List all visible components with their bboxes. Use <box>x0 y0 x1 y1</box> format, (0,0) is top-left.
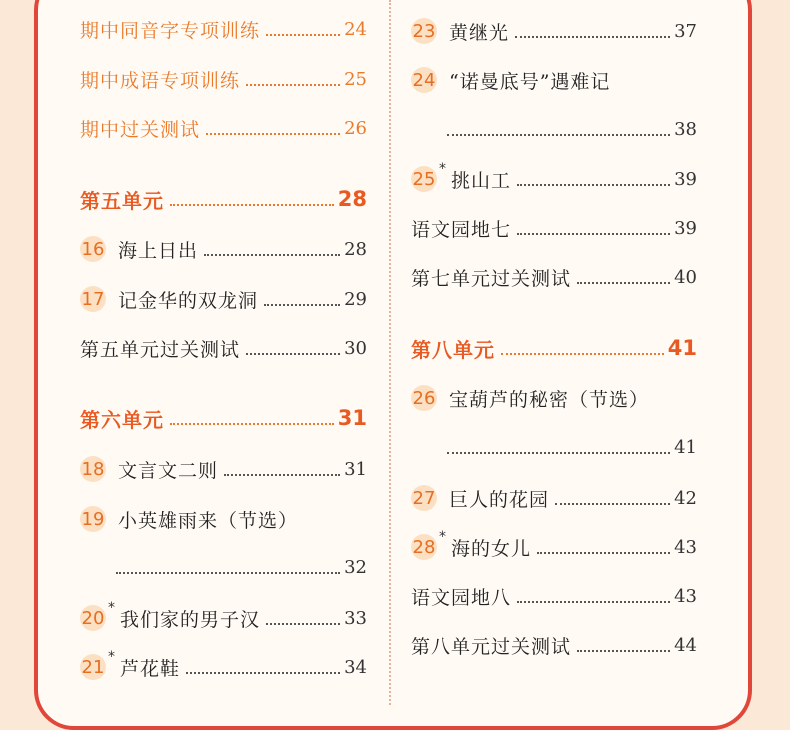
entry-title: 记金华的双龙洞 <box>118 289 259 312</box>
entry-title: 黄继光 <box>449 21 510 44</box>
leader-dots <box>246 72 340 86</box>
leader-dots <box>517 589 670 603</box>
lesson-number-badge: 19 <box>80 506 106 532</box>
toc-entry[interactable] <box>411 529 697 561</box>
toc-entry[interactable] <box>411 17 697 45</box>
page-number: 29 <box>344 288 367 310</box>
column-divider <box>389 0 391 705</box>
entry-title: 挑山工 <box>451 169 512 192</box>
unit-heading[interactable] <box>80 185 367 213</box>
lesson-number-badge: 21 * <box>80 654 106 680</box>
toc-entry[interactable] <box>80 65 367 93</box>
page-number: 43 <box>674 585 697 607</box>
lesson-number-badge: 26 <box>411 385 437 411</box>
page-number: 37 <box>674 20 697 42</box>
lesson-number-badge: 25 * <box>411 166 437 192</box>
entry-title: 第五单元过关测试 <box>80 338 241 361</box>
entry-title: 第八单元过关测试 <box>411 635 572 658</box>
unit-heading[interactable] <box>411 334 697 362</box>
toc-entry[interactable] <box>80 505 367 533</box>
page-number: 25 <box>344 68 367 90</box>
leader-dots <box>447 440 670 454</box>
page-number: 31 <box>344 458 367 480</box>
toc-entry[interactable] <box>80 334 367 362</box>
toc-entry[interactable] <box>80 600 367 632</box>
toc-entry[interactable] <box>411 214 697 242</box>
leader-dots <box>116 560 340 574</box>
entry-title: 海上日出 <box>118 239 199 262</box>
unit-title: 第五单元 <box>80 188 164 213</box>
leader-dots <box>204 242 340 256</box>
page-number: 39 <box>674 168 697 190</box>
toc-entry[interactable] <box>411 263 697 291</box>
entry-title: 巨人的花园 <box>449 488 550 511</box>
page-number: 31 <box>337 406 367 430</box>
leader-dots <box>517 172 670 186</box>
toc-entry[interactable] <box>80 114 367 142</box>
page-number: 38 <box>674 118 697 140</box>
asterisk-mark: * <box>108 600 115 616</box>
page-number: 43 <box>674 536 697 558</box>
toc-entry[interactable] <box>411 484 697 512</box>
page-number: 28 <box>344 238 367 260</box>
leader-dots <box>537 540 670 554</box>
page-number: 24 <box>344 18 367 40</box>
lesson-number-badge: 23 <box>411 18 437 44</box>
asterisk-mark: * <box>439 161 446 177</box>
page-number: 26 <box>344 117 367 139</box>
toc-entry[interactable] <box>80 649 367 681</box>
page-number: 44 <box>674 634 697 656</box>
page-number: 42 <box>674 487 697 509</box>
page-number: 41 <box>667 336 697 360</box>
leader-dots <box>577 638 670 652</box>
leader-dots <box>555 491 670 505</box>
entry-title: 语文园地七 <box>411 218 512 241</box>
entry-title: 海的女儿 <box>451 537 532 560</box>
asterisk-mark: * <box>108 649 115 665</box>
lesson-number-badge: 28 * <box>411 534 437 560</box>
leader-dots <box>170 192 334 206</box>
leader-dots <box>206 121 340 135</box>
toc-entry[interactable] <box>80 455 367 483</box>
toc-entry-continuation[interactable] <box>80 553 367 581</box>
leader-dots <box>517 221 670 235</box>
lesson-number-badge: 18 <box>80 456 106 482</box>
page-number: 34 <box>344 656 367 678</box>
toc-entry-continuation[interactable] <box>411 115 697 143</box>
toc-entry-continuation[interactable] <box>411 433 697 461</box>
leader-dots <box>266 22 340 36</box>
entry-title: 我们家的男子汉 <box>120 608 261 631</box>
page-number: 41 <box>674 436 697 458</box>
toc-entry[interactable] <box>80 285 367 313</box>
page-number: 28 <box>337 187 367 211</box>
leader-dots <box>224 462 340 476</box>
page-number: 33 <box>344 607 367 629</box>
unit-title: 第六单元 <box>80 407 164 432</box>
leader-dots <box>246 341 340 355</box>
lesson-number-badge: 24 <box>411 67 437 93</box>
leader-dots <box>170 411 334 425</box>
page-number: 40 <box>674 266 697 288</box>
entry-title: 文言文二则 <box>118 459 219 482</box>
unit-title: 第八单元 <box>411 337 495 362</box>
entry-title: 宝葫芦的秘密（节选） <box>449 388 650 411</box>
entry-title: “诺曼底号”遇难记 <box>449 70 611 93</box>
page-number: 30 <box>344 337 367 359</box>
leader-dots <box>266 611 340 625</box>
lesson-number-badge: 16 <box>80 236 106 262</box>
toc-entry[interactable] <box>80 15 367 43</box>
lesson-number-badge: 27 <box>411 485 437 511</box>
entry-title: 期中同音字专项训练 <box>80 19 261 42</box>
toc-entry[interactable] <box>411 582 697 610</box>
entry-title: 小英雄雨来（节选） <box>118 509 299 532</box>
entry-title: 芦花鞋 <box>120 657 181 680</box>
toc-entry[interactable] <box>411 66 697 94</box>
page-number: 39 <box>674 217 697 239</box>
lesson-number-badge: 20 * <box>80 605 106 631</box>
entry-title: 期中成语专项训练 <box>80 69 241 92</box>
toc-entry[interactable] <box>80 235 367 263</box>
leader-dots <box>515 24 670 38</box>
toc-entry[interactable] <box>411 631 697 659</box>
entry-title: 期中过关测试 <box>80 118 201 141</box>
leader-dots <box>264 292 340 306</box>
unit-heading[interactable] <box>80 404 367 432</box>
leader-dots <box>501 341 664 355</box>
entry-title: 语文园地八 <box>411 586 512 609</box>
toc-entry[interactable] <box>411 384 697 412</box>
leader-dots <box>186 660 340 674</box>
entry-title: 第七单元过关测试 <box>411 267 572 290</box>
leader-dots <box>447 122 670 136</box>
lesson-number-badge: 17 <box>80 286 106 312</box>
page-number: 32 <box>344 556 367 578</box>
leader-dots <box>577 270 670 284</box>
asterisk-mark: * <box>439 529 446 545</box>
toc-entry[interactable] <box>411 161 697 193</box>
